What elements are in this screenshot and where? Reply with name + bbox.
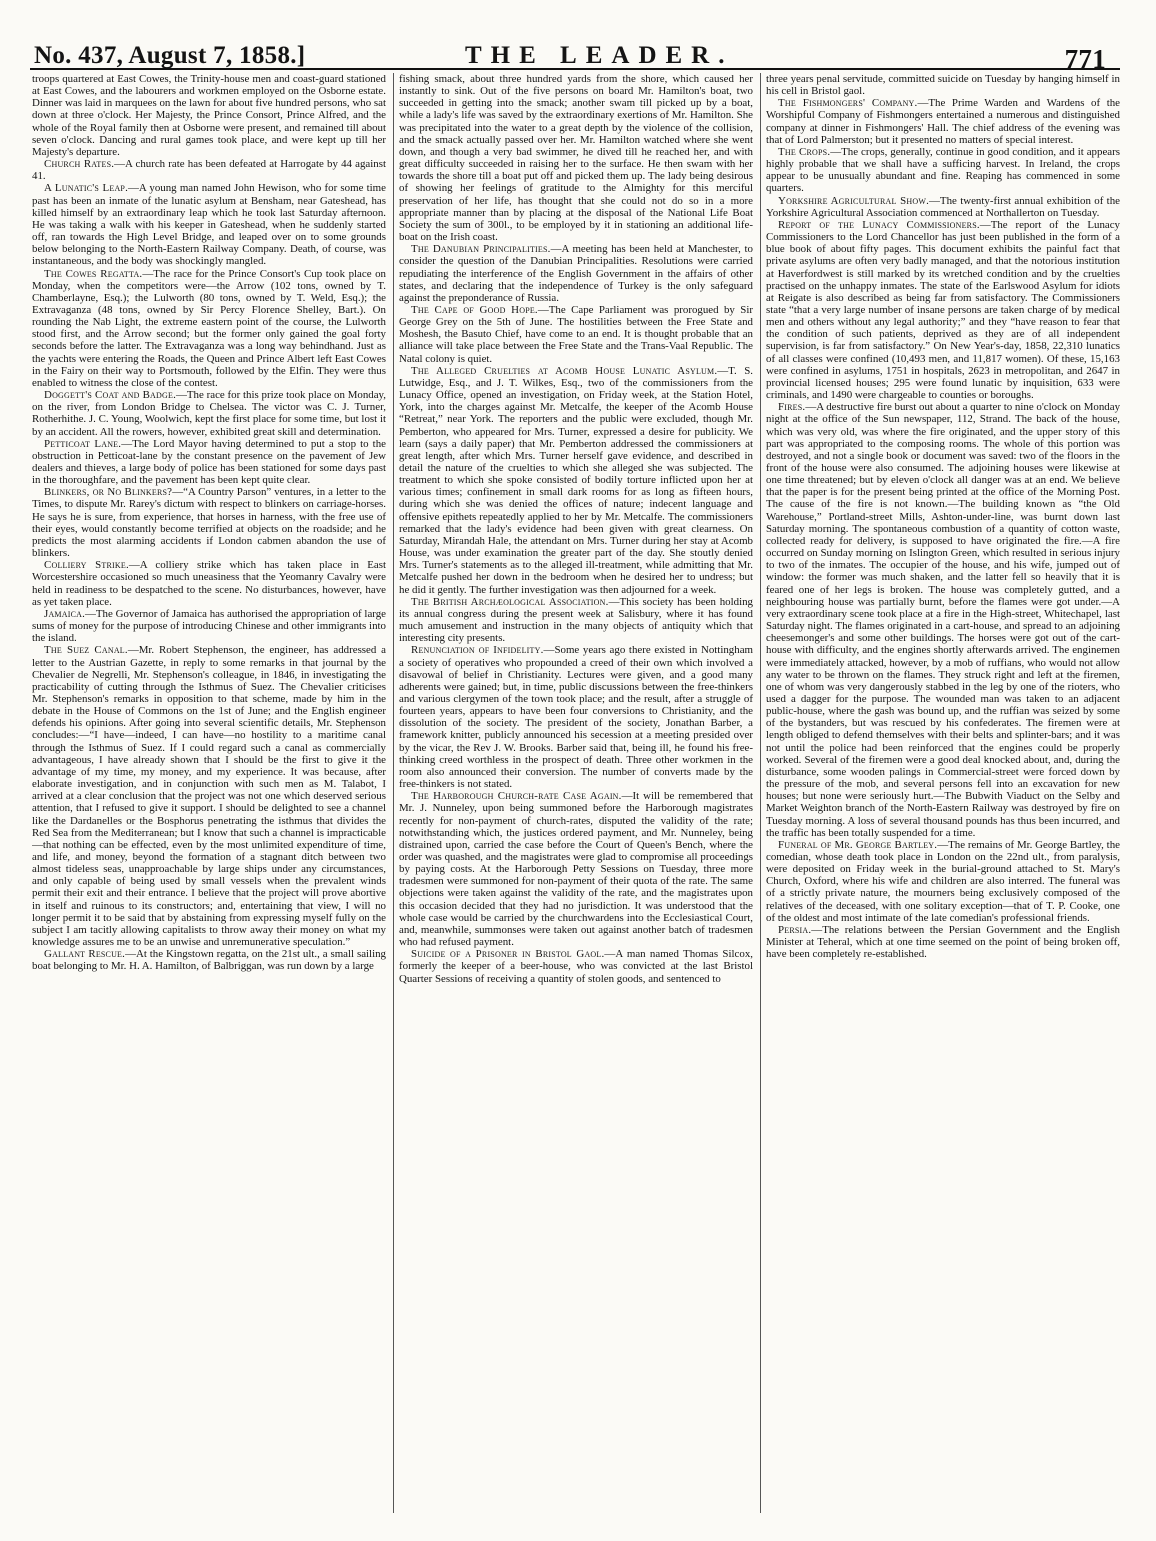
paragraph-text: —It will be remembered that Mr. J. Nunneley, upon being summoned before the Harborough magistrates recently for non-payment of church-rates, disputed the validity of the rate; notwithstanding which, the justices ordered payment, and Mr. Nunneley, being distrained upon, carried the case before the Court of Queen's Bench, where the order was quashed, and the magistrates were glad to compromise all proceedings by paying costs. At the Harborough Petty Sessions on Tuesday, three more tradesmen were summoned for non-payment of their quota of the rate. The same objections were taken against the validity of the rate, and the magistrates upon this occasion decided that they had no jurisdiction. It was understood that the whole case would be carried by the churchwardens into the Ecclesiastical Court, and, meanwhile, summonses were taken out against another batch of tradesmen who had refused payment. bbox=[399, 790, 753, 949]
page-number: 771 bbox=[1064, 44, 1106, 74]
paragraph-text: —The Governor of Jamaica has authorised the appropriation of large sums of money for the purpose of introducing Chinese and other immigrants into the island. bbox=[32, 607, 386, 645]
column-3 bbox=[766, 73, 1120, 1513]
news-paragraph bbox=[399, 644, 753, 790]
news-paragraph bbox=[32, 608, 386, 644]
paragraph-heading: Gallant Rescue. bbox=[44, 948, 126, 961]
paragraph-text: —The race for the Prince Consort's Cup took place on Monday, when the competitors were—the Arrow (102 tons, owned by T. Chamberlayne, Esq.); the Lulworth (80 tons, owned by T. Weld, Esq.); the Extravaganza (48 tons, owned by Sir Percy Florence Shelley, Bart.). On rounding the Nab Light, the extreme eastern point of the course, the Lulworth stood first, and the Arrow second; but the former only gained the goal forty seconds before the latter. The Extravaganza was a long way behindhand. Just as the yachts were entering the Roads, the Queen and Prince Albert left East Cowes in the Fairy on their way to Portsmouth, followed by the Elfin. They were thus enabled to witness the close of the contest. bbox=[32, 267, 386, 389]
news-paragraph bbox=[766, 146, 1120, 195]
paragraph-text: —The remains of Mr. George Bartley, the comedian, whose death took place in London on the 22nd ult., from paralysis, were deposited on Friday week in the burial-ground attached to St. Mary's Church, Oxford, where his wife and children are also interred. The funeral was of a strictly private nature, the mourners being exclusively composed of the relatives of the deceased, with one solitary exception—that of T. P. Cooke, one of the oldest and most intimate of the late comedian's professional friends. bbox=[766, 838, 1120, 924]
paragraph-text: —T. S. Lutwidge, Esq., and J. T. Wilkes, Esq., two of the commissioners from the Lunacy Office, opened an investigation, on Friday week, at the Station Hotel, York, into the charges against Mr. Metcalfe, the keeper of the Acomb House “Retreat,” near York. The reporters and the public were excluded, though Mr. Pemberton, who appeared for Mrs. Turner, expressed a desire for publicity. We learn (says a daily paper) that Mr. Pemberton addressed the commissioners at great length, after which Mrs. Turner herself gave evidence, and described in detail the nature of the cruelties to which she alleged she was subjected. The treatment to which she spoke consisted of bodily torture inflicted upon her at various times; confinement in small dark rooms for as long as fifteen hours, during which she was denied the offices of nature; indecent language and offensive epithets repeatedly applied to her by Mr. Metcalfe. The commissioners remarked that the lady's evidence had been given with great clearness. On Saturday, Mirandah Hale, the attendant on Mrs. Turner during her stay at Acomb House, was under examination the greater part of the day. She stoutly denied Mrs. Turner's statements as to the alleged ill-treatment, while admitting that Mr. Metcalfe pushed her down in the bedroom when he desired her to undress; but he did it gently. The further investigation was then adjourned for a week. bbox=[399, 364, 753, 596]
news-paragraph bbox=[766, 97, 1120, 146]
header-rule bbox=[30, 68, 1120, 70]
paragraph-text: —“A Country Parson” ventures, in a letter to the Times, to dispute Mr. Rarey's dictum with respect to blinkers on carriage-horses. He says he is sure, from experience, that horses in harness, with the free use of their eyes, would constantly become terrified at objects on the roadside; and he predicts the most alarming accidents if London cabmen abandon the use of blinkers. bbox=[32, 486, 386, 560]
news-paragraph bbox=[766, 839, 1120, 924]
paragraph-heading: Petticoat Lane. bbox=[44, 437, 122, 450]
masthead bbox=[30, 38, 1130, 72]
column-2 bbox=[399, 73, 753, 1513]
news-paragraph bbox=[766, 924, 1120, 960]
paragraph-heading: The British Archæological Association. bbox=[411, 595, 609, 608]
paragraph-heading: Yorkshire Agricultural Show. bbox=[778, 194, 930, 207]
paragraph-text: —The race for this prize took place on Monday, on the river, from London Bridge to Chelsea. The victor was C. J. Turner, Rotherhithe. J. C. Young, Woolwich, kept the first place for some time, but lost it by an accident. All the rowers, however, exhibited great skill and determination. bbox=[32, 389, 386, 438]
paragraph-heading: Suicide of a Prisoner in Bristol Gaol. bbox=[411, 948, 605, 961]
news-paragraph bbox=[399, 790, 753, 948]
paragraph-text: troops quartered at East Cowes, the Trinity-house men and coast-guard stationed at East Cowes, and the labourers and workmen employed on the Osborne estate. Dinner was laid in marquees on the lawn for about five hundred persons, who sat down at three o'clock. Her Majesty, the Prince Consort, Prince Alfred, and the whole of the Royal family then at Osborne were present, and remained till about seven o'clock. Dancing and rural games took place, and were kept up till her Majesty's departure. bbox=[32, 73, 386, 158]
paragraph-text: —A destructive fire burst out about a quarter to nine o'clock on Monday night at the office of the Sun newspaper, 112, Strand. The back of the house, which was very old, was where the fire originated, and the upper story of this part was appropriated to the composing rooms. The whole of this portion was destroyed, and not a single book or document was saved: two of the floors in the front of the house were also consumed. The adjoining houses were likewise at one time threatened; but by eleven o'clock all danger was at an end. We believe that the paper is for the present being printed at the office of the Morning Post. The cause of the fire is not known.—The building known as “the Old Warehouse,” Portland-street Mills, Ashton-under-line, was burnt down last Saturday morning. The spontaneous combustion of a quantity of cotton waste, collected ready for delivery, is supposed to have originated the fire.—A fire occurred on Sunday morning on Islington Green, which resulted in serious injury to two of the inmates. The occupier of the house, and his wife, jumped out of window: the former was much shaken, and the latter fell so heavily that it is feared one of her legs is broken. The house was completely gutted, and a neighbouring house was partially burnt, before the flames were got under.—A very extraordinary scene took place at a fire in the High-street, Whitechapel, last Saturday night. The flames originated in a cart-house, and spread to an adjoining cheesemonger's and some other buildings. The horses were got out of the cart-house with difficulty, and the engines shortly afterwards arrived. The enginemen were immediately attacked, however, by a mob of ruffians, who would not allow any water to be thrown on the flames. They struck right and left at the firemen, one of whom was very dangerously stabbed in the leg by one of the rioters, who used a dagger for the purpose. The wounded man was taken to an adjacent public-house, where the gash was bound up, and the ruffian was seized by some of the bystanders, but was rescued by his confederates. The firemen were at length obliged to defend themselves with their belts and splinter-bars; and it was not until the police had been reinforced that the engines could be properly worked. Several of the firemen were a good deal knocked about, and, during the disturbance, some wooden palings in Commercial-street were forced down by the pressure of the mob, and several persons fell into an excavation for new houses; but none were seriously hurt.—The Bubwith Viaduct on the Selby and Market Weighton branch of the North-Eastern Railway was destroyed by fire on Tuesday morning. A loss of several thousand pounds has thus been incurred, and the traffic has been totally suspended for a time. bbox=[766, 401, 1120, 839]
paragraph-heading: Report of the Lunacy Commissioners. bbox=[778, 218, 980, 231]
news-paragraph bbox=[399, 304, 753, 365]
paragraph-heading: Doggett's Coat and Badge. bbox=[44, 389, 176, 402]
paragraph-text: —The twenty-first annual exhibition of the Yorkshire Agricultural Association commenced at Northallerton on Tuesday. bbox=[766, 194, 1120, 219]
news-paragraph bbox=[32, 389, 386, 438]
paragraph-text: —A young man named John Hewison, who for some time past has been an inmate of the lunatic asylum at Bensham, near Gateshead, has killed himself by an extraordinary leap which he took last Saturday afternoon. He was taking a walk with his keeper in Gateshead, when he suddenly started off, ran towards the High Level Bridge, and leaped over on to some grounds below belonging to the North-Eastern Railway Company. Death, of course, was instantaneous, and the body was shockingly mangled. bbox=[32, 182, 386, 268]
news-paragraph bbox=[32, 644, 386, 948]
paragraph-text: fishing smack, about three hundred yards from the shore, which caused her instantly to sink. Out of the five persons on board Mr. Hamilton's boat, two succeeded in getting into the smack; another swam till picked up by a boat, while a lady's life was saved by the extraordinary exertions of Mr. Hamilton. She was precipitated into the water to a great depth by the violence of the collision, and the smack actually passed over her. Mr. Hamilton watched where she went down, and though a very bad swimmer, he dived till he reached her, and with great difficulty succeeded in raising her to the surface. He then swam with her towards the shore till a boat put off and picked them up. The lady being desirous of showing her feelings of gratitude to the Almighty for this merciful preservation of her life, has thought that she could not do so in a more appropriate manner than by placing at the disposal of the National Life Boat Society the sum of 300l., to be employed by it in stationing an additional life-boat on the Irish coast. bbox=[399, 73, 753, 244]
paragraph-text: —A colliery strike which has taken place in East Worcestershire occasioned so much uneasiness that the Yeomanry Cavalry were held in readiness to be despatched to the scene. No disturbances, however, have as yet taken place. bbox=[32, 559, 386, 608]
paragraph-heading: The Suez Canal. bbox=[44, 644, 128, 657]
paragraph-heading: The Alleged Cruelties at Acomb House Lunatic Asylum. bbox=[411, 364, 718, 377]
issue-date: No. 437, August 7, 1858.] bbox=[34, 42, 306, 69]
paragraph-heading: The Danubian Principalities. bbox=[411, 243, 551, 256]
paragraph-heading: Persia. bbox=[778, 923, 812, 936]
column-divider bbox=[393, 73, 394, 1513]
column-1 bbox=[32, 73, 386, 1513]
news-paragraph bbox=[766, 195, 1120, 219]
paragraph-heading: The Fishmongers' Company. bbox=[778, 97, 918, 110]
news-paragraph bbox=[32, 438, 386, 487]
paragraph-heading: Funeral of Mr. George Bartley. bbox=[778, 838, 938, 851]
news-paragraph bbox=[32, 559, 386, 608]
paragraph-heading: Church Rates. bbox=[44, 158, 115, 171]
paragraph-heading: Blinkers, or No Blinkers? bbox=[44, 486, 173, 499]
paragraph-text: —The Lord Mayor having determined to put a stop to the obstruction in Petticoat-lane by the constant presence on the pavement of Jew dealers and thieves, a large body of police has been stationed for some days past in the thoroughfare, and the pavement has been kept quite clear. bbox=[32, 437, 386, 487]
paragraph-heading: The Cowes Regatta. bbox=[44, 267, 143, 280]
paragraph-text: —The Prime Warden and Wardens of the Worshipful Company of Fishmongers entertained a numerous and distinguished company at dinner in Fishmongers' Hall. The chief address of the evening was that of Lord Palmerston; but it presented no matters of special interest. bbox=[766, 97, 1120, 146]
paragraph-heading: A Lunatic's Leap. bbox=[44, 182, 128, 195]
news-paragraph bbox=[766, 219, 1120, 401]
news-paragraph bbox=[399, 948, 753, 984]
paragraph-heading: Renunciation of Infidelity. bbox=[411, 644, 544, 657]
newspaper-title: THE LEADER. bbox=[465, 42, 734, 69]
news-paragraph bbox=[32, 158, 386, 182]
paragraph-heading: The Harborough Church-rate Case Again. bbox=[411, 790, 622, 803]
news-paragraph bbox=[399, 365, 753, 596]
paragraph-text: —Some years ago there existed in Nottingham a society of operatives who propounded a creed of their own which involved a disavowal of belief in Christianity. Lectures were given, and a good many adherents were gained; but, in time, public discussions between the free-thinkers and various clergymen of the town took place; and the result, after a struggle of fourteen years, appears to have been four conversions to Christianity, and the dissolution of the society. The president of the society, Jonathan Barber, a framework knitter, publicly announced his secession at a meeting presided over by the vicar, the Rev J. W. Brooks. Barber said that, being ill, he found his free-thinking creed worthless in the prospect of death. Three other workmen in the room also announced their conversion. The number of converts made by the free-thinkers is not stated. bbox=[399, 644, 753, 791]
paragraph-text: —A man named Thomas Silcox, formerly the keeper of a beer-house, who was convicted at the last Bristol Quarter Sessions of receiving a quantity of stolen goods, and sentenced to bbox=[399, 948, 753, 985]
news-paragraph bbox=[32, 268, 386, 390]
paragraph-text: —The crops, generally, continue in good condition, and it appears highly probable that we shall have a sufficing harvest. In Ireland, the crops appear to be unusually abundant and fine. Reaping has commenced in some quarters. bbox=[766, 145, 1120, 195]
paragraph-text: —The report of the Lunacy Commissioners to the Lord Chancellor has just been published in the form of a blue book of about fifty pages. This document exhibits the painful fact that private asylums are often very badly managed, and that the notorious institution at Haverfordwest is still marked by its wretched condition and by the cruelties practised on the unhappy inmates. The state of the Earlswood Asylum for idiots at Reigate is also described as being far from satisfactory. The Commissioners state “that a very large number of insane persons are taken charge of by medical men and others without any legal authority;” and they “have reason to fear that the condition of such patients, deprived as they are of all independent supervision, is far from satisfactory.” On New Year's-day, 1858, 22,310 lunatics of all classes were confined (10,493 men, and 11,817 women). Of these, 15,163 were confined in asylums, 1751 in hospitals, 2623 in metropolitan, and 2647 in provincial licensed houses; 295 were found lunatic by inquisition, 633 were criminals, and 1490 were chargeable to counties or boroughs. bbox=[766, 218, 1120, 402]
paragraph-text: —The Cape Parliament was prorogued by Sir George Grey on the 5th of June. The hostilities between the Free State and Moshesh, the Basuto Chief, have come to an end. It is thought probable that an alliance will take place between the Free State and the Trans-Vaal Republic. The Natal colony is quiet. bbox=[399, 303, 753, 365]
paragraph-text: —At the Kingstown regatta, on the 21st ult., a small sailing boat belonging to Mr. H. A. Hamilton, of Balbriggan, was run down by a large bbox=[32, 948, 386, 973]
news-paragraph bbox=[399, 596, 753, 645]
column-divider bbox=[760, 73, 761, 1513]
paragraph-heading: The Crops. bbox=[778, 145, 831, 158]
news-paragraph bbox=[399, 73, 753, 243]
news-paragraph bbox=[399, 243, 753, 304]
news-paragraph bbox=[32, 486, 386, 559]
paragraph-text: —The relations between the Persian Government and the English Minister at Teheral, which at one time seemed on the point of being broken off, have been completely re-established. bbox=[766, 923, 1120, 961]
paragraph-heading: The Cape of Good Hope. bbox=[411, 303, 538, 316]
news-paragraph bbox=[32, 948, 386, 972]
paragraph-text: —A church rate has been defeated at Harrogate by 44 against 41. bbox=[32, 158, 386, 183]
news-paragraph bbox=[32, 73, 386, 158]
paragraph-text: —Mr. Robert Stephenson, the engineer, has addressed a letter to the Austrian Gazette, in reply to some remarks in that journal by the Chevalier de Negrelli, Mr. Stephenson's colleague, in 1846, in investigating the practicability of cutting through the Isthmus of Suez. The Chevalier criticises Mr. Stephenson's remarks in opposition to that scheme, made by him in the debate in the House of Commons on the 1st of June; and the English engineer defends his opinions. After going into several scientific details, Mr. Stephenson concludes:—“I have—indeed, I can have—no hostility to a maritime canal through the Isthmus of Suez. If I could regard such a canal as commercially advantageous, I have already shown that I should be the first to give it the advantage of my time, my money, and my experience. It was because, after elaborate investigation, and in conjunction with such men as M. Talabot, I arrived at a clear conclusion that the project was not one which deserved serious attention, that I refused to give it support. I should be delighted to see a channel like the Dardanelles or the Bosphorus penetrating the isthmus that divides the Red Sea from the Mediterranean; but I know that such a channel is impracticable—that nothing can be effected, even by the most unlimited expenditure of time, and life, and money, beyond the formation of a stagnant ditch between two almost tideless seas, unapproachable by large ships under any circumstances, and only capable of being used by small vessels when the prevalent winds permit their exit and their entrance. I believe that the project will prove abortive in itself and ruinous to its constructors; and, entertaining that view, I will no longer permit it to be said that by abstaining from expressing myself fully on the subject I am tacitly allowing capitalists to throw away their money on what my knowledge assures me to be an unwise and unremunerative speculation.” bbox=[32, 644, 386, 949]
news-paragraph bbox=[766, 401, 1120, 839]
article-columns bbox=[32, 73, 1120, 1513]
paragraph-heading: Fires. bbox=[778, 401, 806, 414]
paragraph-text: three years penal servitude, committed suicide on Tuesday by hanging himself in his cell in Bristol gaol. bbox=[766, 73, 1120, 98]
news-paragraph bbox=[32, 182, 386, 267]
paragraph-heading: Colliery Strike. bbox=[44, 559, 129, 572]
paragraph-heading: Jamaica. bbox=[44, 607, 86, 620]
news-paragraph bbox=[766, 73, 1120, 97]
paragraph-text: —A meeting has been held at Manchester, to consider the question of the Danubian Principalities. Resolutions were carried repudiating the interference of the English Government in the affairs of other states, and declaring that the independence of Turkey is the only safeguard against the preponderance of Russia. bbox=[399, 243, 753, 304]
paragraph-text: —This society has been holding its annual congress during the present week at Salisbury, where it has found much amusement and instruction in the many objects of antiquity which that interesting city presents. bbox=[399, 595, 753, 645]
